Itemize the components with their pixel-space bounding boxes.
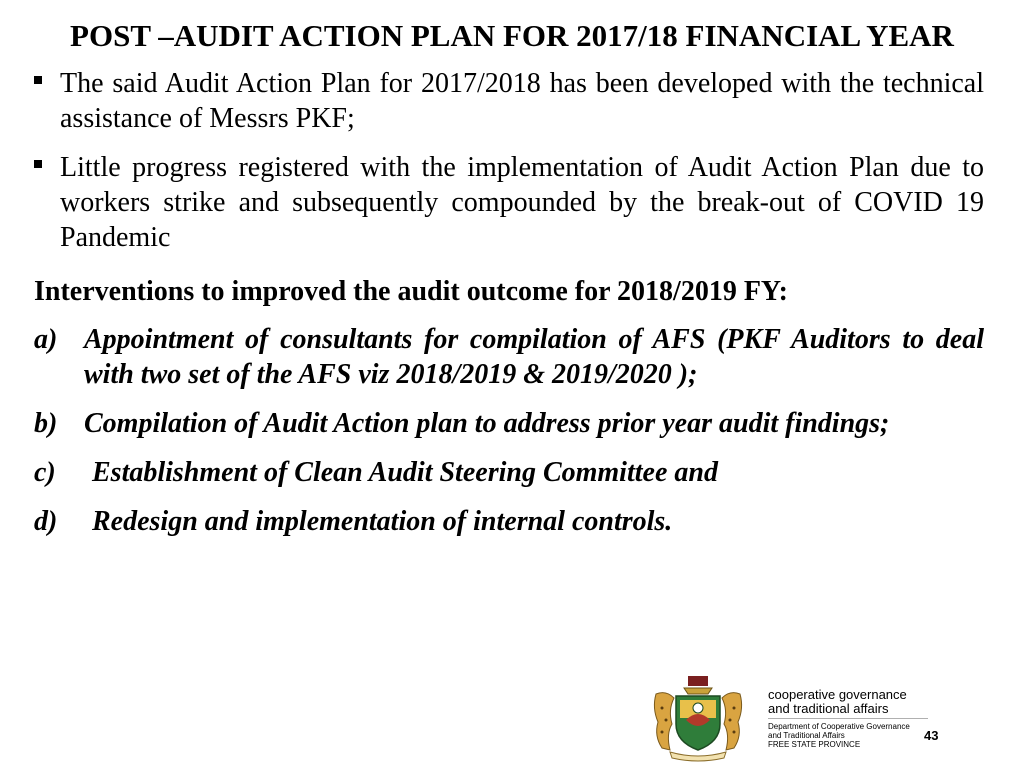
intervention-text: Appointment of consultants for compilation of AFS (PKF Auditors to deal with two set of the AFS viz 2018/2019 & 2019/2020 ); [84, 324, 984, 390]
intervention-item [34, 406, 984, 441]
intervention-letter: c) [34, 457, 56, 488]
intervention-text: Establishment of Clean Audit Steering Committee and [92, 457, 718, 488]
intervention-text: Compilation of Audit Action plan to address prior year audit findings; [84, 408, 890, 439]
square-bullet-icon [34, 76, 42, 84]
intervention-text: Redesign and implementation of internal controls. [92, 506, 673, 537]
bullet-text: The said Audit Action Plan for 2017/2018 has been developed with the technical assistance of Messrs PKF; [60, 68, 984, 134]
slide-title: POST –AUDIT ACTION PLAN FOR 2017/18 FINANCIAL YEAR [70, 18, 954, 53]
organisation-block [768, 688, 928, 749]
interventions-heading: Interventions to improved the audit outcome for 2018/2019 FY: [34, 276, 788, 307]
org-name-line: cooperative governance [768, 687, 907, 702]
intervention-item [34, 322, 984, 392]
intervention-letter: b) [34, 408, 58, 439]
bullet-list [34, 66, 984, 269]
department-line: FREE STATE PROVINCE [768, 740, 861, 749]
bullet-item [34, 150, 984, 255]
intervention-letter: a) [34, 324, 58, 355]
divider [768, 718, 928, 719]
org-name-line: and traditional affairs [768, 701, 889, 716]
intervention-item [34, 504, 984, 539]
coat-of-arms-icon [650, 674, 746, 762]
intervention-item [34, 455, 984, 490]
department-line: and Traditional Affairs [768, 731, 845, 740]
intervention-letter: d) [34, 506, 58, 537]
interventions-list [34, 322, 984, 553]
bullet-item [34, 66, 984, 136]
square-bullet-icon [34, 160, 42, 168]
department-line: Department of Cooperative Governance [768, 722, 910, 731]
bullet-text: Little progress registered with the implementation of Audit Action Plan due to workers strike and subsequently compounded by the break-out of COVID 19 Pandemic [60, 152, 984, 253]
page-number: 43 [924, 728, 939, 743]
